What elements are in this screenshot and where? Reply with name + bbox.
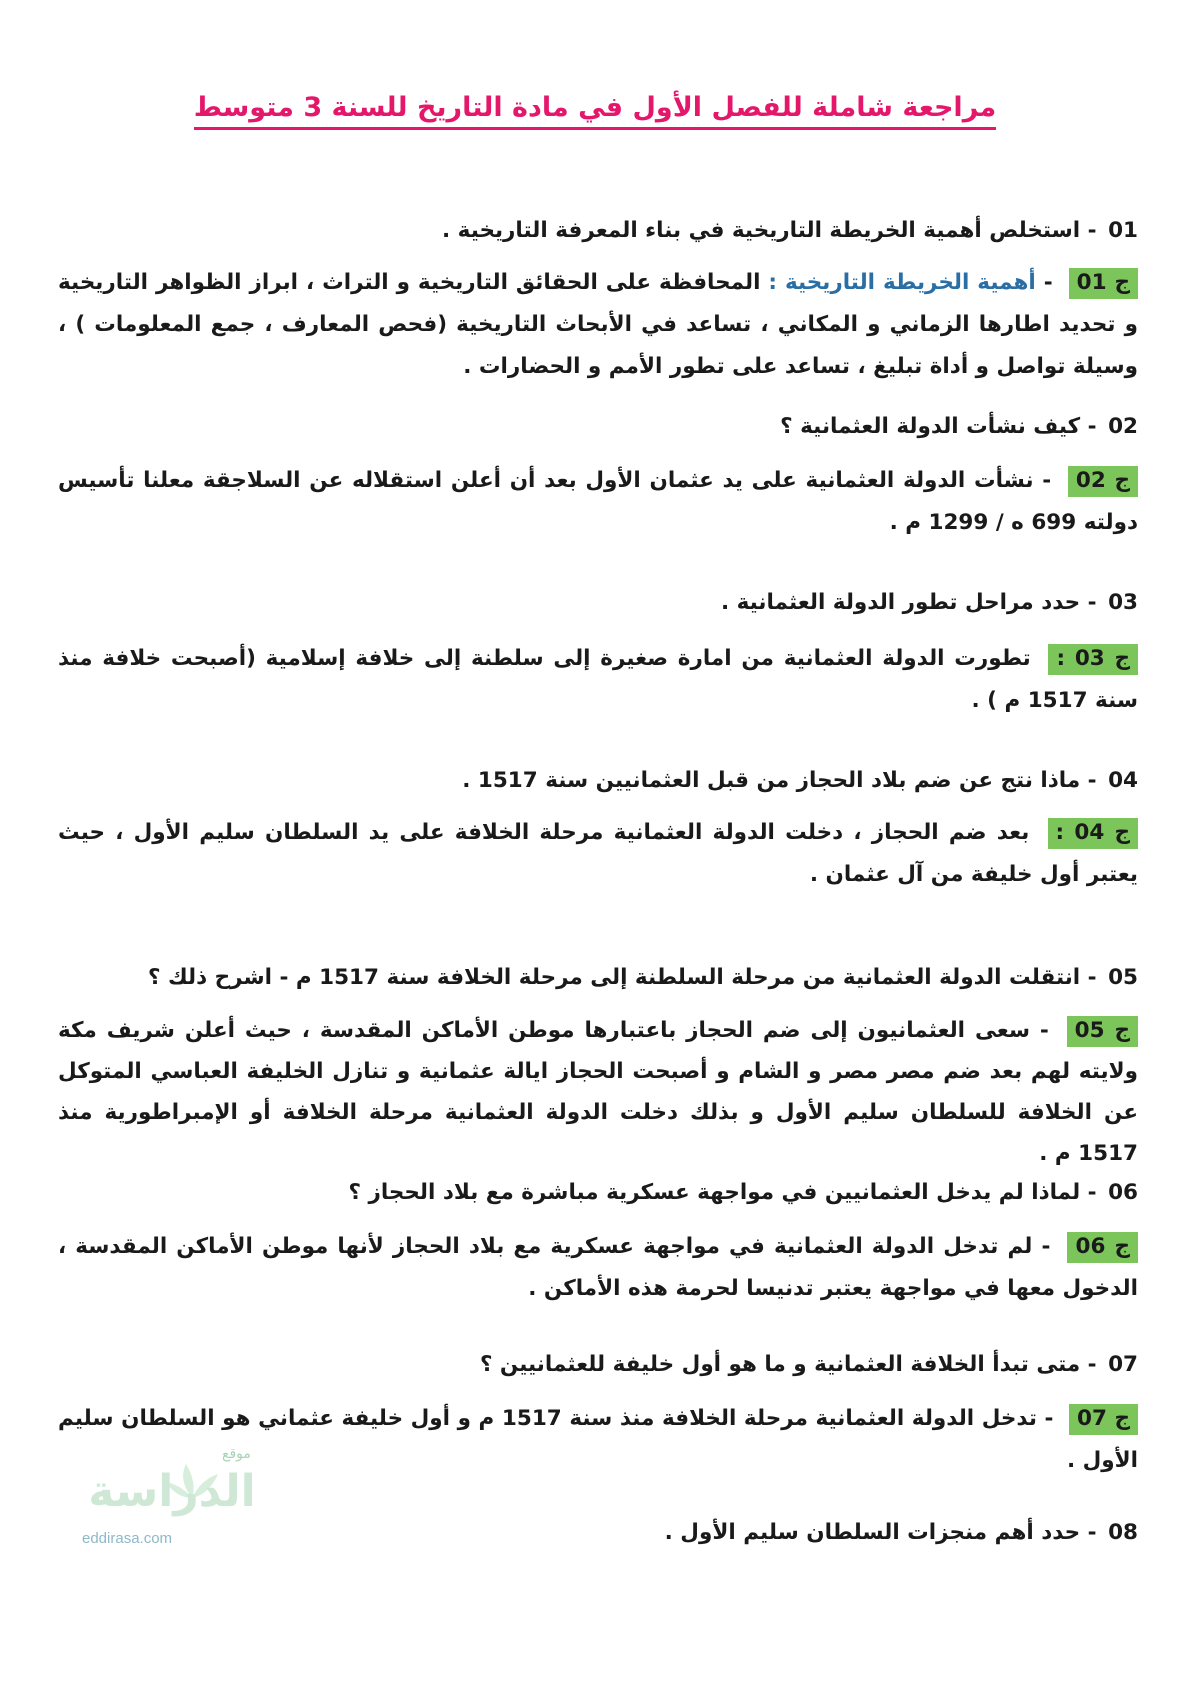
answer-keyword: أهمية الخريطة التاريخية : [768, 270, 1036, 295]
answer-text: سعى العثمانيون إلى ضم الحجاز باعتبارها موطن الأماكن المقدسة ، حيث أعلن شريف مكة ولايته لهم بعد ضم مصر مصر و الشام و أصبحت الحجاز ايالة عثمانية و تنازل الخليفة العباسي المتوكل عن الخلافة للسلطان سليم الأول و بذلك دخلت الدولة العثمانية مرحلة الخلافة أو الإمبراطورية منذ 1517 م . [58, 1018, 1138, 1166]
question-02: 02 - كيف نشأت الدولة العثمانية ؟ [780, 414, 1138, 439]
question-03: 03 - حدد مراحل تطور الدولة العثمانية . [720, 590, 1138, 615]
answer-tag: ج 02 [1068, 466, 1138, 497]
question-text: ماذا نتج عن ضم بلاد الحجاز من قبل العثمانيين سنة 1517 . [462, 768, 1081, 793]
answer-text: تطورت الدولة العثمانية من امارة صغيرة إلى سلطنة إلى خلافة إسلامية (أصبحت خلافة منذ سنة 1517 م ) . [58, 646, 1138, 713]
page-title [0, 88, 1190, 128]
question-07: 07 - متى تبدأ الخلافة العثمانية و ما هو أول خليفة للعثمانيين ؟ [479, 1352, 1138, 1377]
watermark-small-text: موقع [222, 1446, 251, 1462]
answer-text: نشأت الدولة العثمانية على يد عثمان الأول بعد أن أعلن استقلاله عن السلاجقة معلنا تأسيس دولته 699 ه / 1299 م . [58, 468, 1138, 535]
question-04: 04 - ماذا نتج عن ضم بلاد الحجاز من قبل العثمانيين سنة 1517 . [462, 768, 1138, 793]
answer-05: ج 05 - سعى العثمانيون إلى ضم الحجاز باعتبارها موطن الأماكن المقدسة ، حيث أعلن شريف مكة ولايته لهم بعد ضم مصر مصر و الشام و أصبحت الحجاز ايالة عثمانية و تنازل الخليفة العباسي المتوكل عن الخلافة للسلطان سليم الأول و بذلك دخلت الدولة العثمانية مرحلة الخلافة أو الإمبراطورية منذ 1517 م . [58, 1018, 1138, 1166]
watermark-url: eddirasa.com [82, 1530, 173, 1547]
question-number: 07 [1108, 1352, 1138, 1377]
question-text: حدد مراحل تطور الدولة العثمانية . [720, 590, 1081, 615]
question-text: متى تبدأ الخلافة العثمانية و ما هو أول خليفة للعثمانيين ؟ [479, 1352, 1081, 1377]
answer-tag: ج 07 [1069, 1404, 1138, 1435]
question-number: 06 [1108, 1180, 1138, 1205]
answer-tag: ج 01 [1069, 268, 1138, 299]
watermark-name: الدراسة [88, 1466, 256, 1517]
answer-03 [58, 638, 1138, 722]
answer-tag: ج 06 [1067, 1232, 1138, 1263]
answer-text: لم تدخل الدولة العثمانية في مواجهة عسكرية مع بلاد الحجاز لأنها موطن الأماكن المقدسة ، الدخول معها في مواجهة يعتبر تدنيسا لحرمة هذه الأماكن . [58, 1234, 1138, 1301]
question-number: 05 [1108, 965, 1138, 990]
question-number: 03 [1108, 590, 1138, 615]
answer-tag: ج 04 : [1048, 818, 1138, 849]
question-number: 02 [1108, 414, 1138, 439]
page-title-text: مراجعة شاملة للفصل الأول في مادة التاريخ للسنة 3 متوسط [194, 92, 996, 130]
question-number: 08 [1108, 1520, 1138, 1545]
question-text: استخلص أهمية الخريطة التاريخية في بناء المعرفة التاريخية . [442, 218, 1081, 243]
question-text: انتقلت الدولة العثمانية من مرحلة السلطنة إلى مرحلة الخلافة سنة 1517 م - اشرح ذلك ؟ [148, 965, 1081, 990]
question-text: لماذا لم يدخل العثمانيين في مواجهة عسكرية مباشرة مع بلاد الحجاز ؟ [348, 1180, 1081, 1205]
answer-01: ج 01 - أهمية الخريطة التاريخية : المحافظة على الحقائق التاريخية و التراث ، ابراز الظواهر التاريخية و تحديد اطارها الزماني و المكاني ، تساعد في الأبحاث التاريخية (فحص المعارف ، جمع المعلومات ) ، وسيلة تواصل و أداة تبليغ ، تساعد على تطور الأمم و الحضارات . [58, 270, 1138, 379]
question-05: 05 - انتقلت الدولة العثمانية من مرحلة السلطنة إلى مرحلة الخلافة سنة 1517 م - اشرح ذلك ؟ [148, 965, 1138, 990]
question-08: 08 - حدد أهم منجزات السلطان سليم الأول . [664, 1520, 1138, 1545]
question-06: 06 - لماذا لم يدخل العثمانيين في مواجهة عسكرية مباشرة مع بلاد الحجاز ؟ [348, 1180, 1138, 1205]
answer-07: ج 07 - تدخل الدولة العثمانية مرحلة الخلافة منذ سنة 1517 م و أول خليفة عثماني هو السلطان سليم الأول . [58, 1406, 1138, 1473]
answer-text: بعد ضم الحجاز ، دخلت الدولة العثمانية مرحلة الخلافة على يد السلطان سليم الأول ، حيث يعتبر أول خليفة من آل عثمان . [58, 820, 1138, 887]
answer-tag: ج 03 : [1048, 644, 1138, 675]
answer-tag: ج 05 [1067, 1016, 1138, 1047]
answer-04 [58, 812, 1138, 896]
site-watermark [72, 1440, 272, 1560]
question-number: 01 [1108, 218, 1138, 243]
answer-text: المحافظة على الحقائق التاريخية و التراث ، ابراز الظواهر التاريخية و تحديد اطارها الزماني و المكاني ، تساعد في الأبحاث التاريخية (فحص المعارف ، جمع المعلومات ) ، وسيلة تواصل و أداة تبليغ ، تساعد على تطور الأمم و الحضارات . [58, 270, 1138, 379]
answer-02: ج 02 - نشأت الدولة العثمانية على يد عثمان الأول بعد أن أعلن استقلاله عن السلاجقة معلنا تأسيس دولته 699 ه / 1299 م . [58, 468, 1138, 535]
answer-text: تدخل الدولة العثمانية مرحلة الخلافة منذ سنة 1517 م و أول خليفة عثماني هو السلطان سليم الأول . [58, 1406, 1138, 1473]
question-number: 04 [1108, 768, 1138, 793]
question-text: حدد أهم منجزات السلطان سليم الأول . [664, 1520, 1081, 1545]
answer-06: ج 06 - لم تدخل الدولة العثمانية في مواجهة عسكرية مع بلاد الحجاز لأنها موطن الأماكن المقدسة ، الدخول معها في مواجهة يعتبر تدنيسا لحرمة هذه الأماكن . [58, 1234, 1138, 1301]
question-01: 01 - استخلص أهمية الخريطة التاريخية في بناء المعرفة التاريخية . [442, 218, 1138, 243]
question-text: كيف نشأت الدولة العثمانية ؟ [780, 414, 1081, 439]
